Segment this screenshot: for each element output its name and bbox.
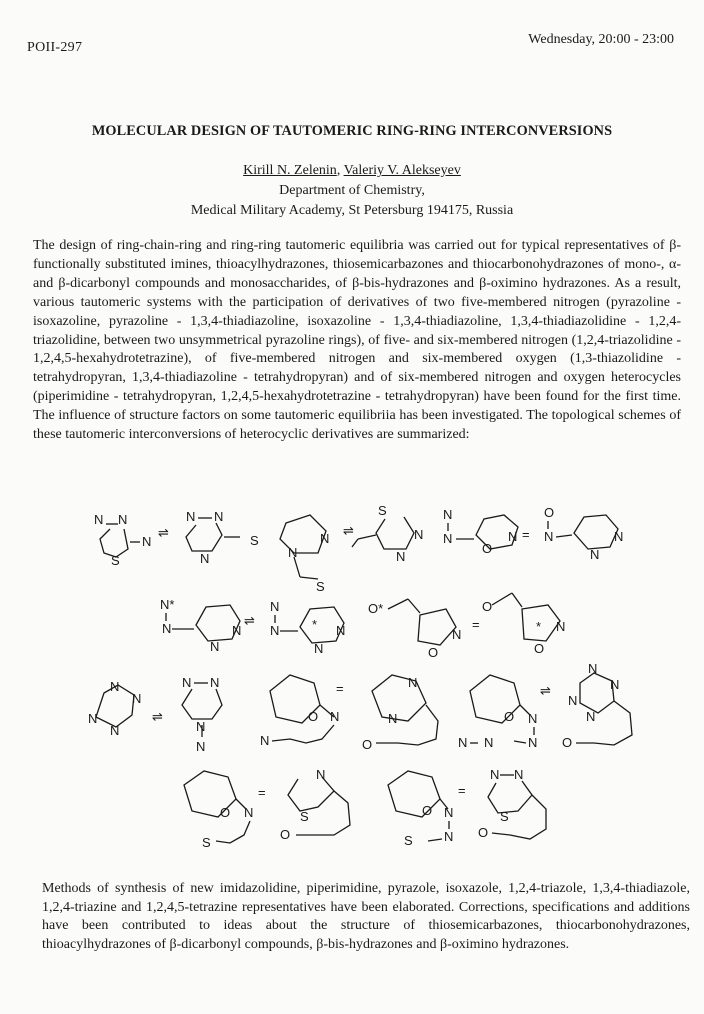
hydroxypropyl-thiazolidine [280, 767, 350, 842]
equilibrium-arrow: ⇌ [244, 613, 255, 628]
atom-label: N [260, 733, 270, 748]
hydroxypropyl-piperimidine [362, 675, 438, 752]
atom-label: N [414, 527, 424, 542]
session-time: Wednesday, 20:00 - 23:00 [528, 32, 674, 47]
author-name: Kirill N. Zelenin [243, 163, 337, 178]
atom-label: N [568, 693, 578, 708]
equals-sign: = [258, 785, 266, 800]
atom-label: O [562, 735, 573, 750]
atom-label: N [610, 677, 620, 692]
atom-label: N [336, 623, 346, 638]
atom-label: N [408, 675, 418, 690]
atom-label: N [288, 545, 298, 560]
atom-label: N [196, 719, 206, 734]
atom-label: O [478, 825, 489, 840]
atom-label: N [210, 675, 220, 690]
atom-label: O [482, 541, 493, 556]
atom-label: S [500, 809, 509, 824]
atom-label: N [200, 551, 210, 566]
equals-sign: = [336, 681, 344, 696]
author-block [0, 161, 704, 221]
atom-label: N [396, 549, 406, 564]
atom-label: N [316, 767, 326, 782]
methods-paragraph: Methods of synthesis of new imidazolidine, piperimidine, pyrazole, isoxazole, 1,2,4-triazole, 1,3,4-thiadiazole, 1,2,4-triazine and 1,2,4,5-tetrazine representatives have been elaborated. Corrections, specifications and additions have been contributed to ideas about the structure of thiosemicarbazones, thiocarbonohydrazones, thioacylhydrazones of β-dicarbonyl compounds, β-bis-hydrazones and β-oximino hydrazones. [42, 881, 690, 952]
atom-label: O [534, 641, 545, 656]
atom-label: N [244, 805, 254, 820]
equilibrium-arrow: ⇌ [158, 525, 169, 540]
equals-sign: = [522, 527, 530, 542]
hydrazino-pyrazoline [160, 597, 241, 654]
atom-label: N [94, 512, 104, 527]
thiohydrazino-tetrahydropyran [388, 771, 453, 848]
atom-label: N [458, 735, 468, 750]
thiadiazolidine-ring [352, 503, 423, 564]
aminopropyl-tetrahydropyran [260, 675, 339, 748]
atom-label: N [110, 723, 120, 738]
atom-label: N [162, 621, 172, 636]
atom-label: S [202, 835, 211, 850]
atom-label: S [250, 533, 259, 548]
atom-label: N [182, 675, 192, 690]
atom-label: N [186, 509, 196, 524]
hydroxypropyl-thiadiazolidine [478, 767, 546, 840]
author-separator: , [336, 163, 344, 178]
hydroxyethyl-isoxazoline-2 [482, 593, 565, 656]
atom-label: O [280, 827, 291, 842]
atom-label: N [210, 639, 220, 654]
atom-label: N [544, 529, 554, 544]
atom-label: O [362, 737, 373, 752]
atom-label: O [422, 803, 433, 818]
affiliation: Medical Military Academy, St Petersburg 194175, Russia [190, 203, 514, 218]
atom-label: N [528, 735, 538, 750]
author-name: Valeriy V. Alekseyev [343, 163, 461, 178]
atom-label: S [378, 503, 387, 518]
hydroxypropyl-hexahydrotetrazine [562, 661, 632, 750]
poster-code: POII-297 [27, 40, 83, 55]
atom-label: O [308, 709, 319, 724]
atom-label: N [132, 691, 142, 706]
atom-label: O [428, 645, 439, 660]
star-mark: * [312, 617, 318, 632]
hydroxyethyl-isoxazoline [368, 599, 461, 660]
atom-label: N [88, 711, 98, 726]
atom-label: N [443, 531, 453, 546]
amino-triazolidine [182, 675, 222, 754]
atom-label: N [444, 829, 454, 844]
tautomer-scheme [0, 495, 704, 875]
equals-sign: = [472, 617, 480, 632]
triazoline-ring [186, 509, 259, 566]
atom-label: O [482, 599, 493, 614]
atom-label: N [118, 512, 128, 527]
thiadiazoline-ring [94, 512, 151, 568]
atom-label: N [214, 509, 224, 524]
hexahydrotetrazine-ring [88, 679, 141, 738]
equilibrium-arrow: ⇌ [540, 683, 551, 698]
abstract-paragraph: The design of ring-chain-ring and ring-ring tautomeric equilibria was carried out for typical representatives of β-functionally substituted imines, thioacylhydrazones, thiosemicarbazones and thiocarbonohydrazones of mono-, α- and β-dicarbonyl compounds and monosaccharides, of β-bis-hydrazones and β-oximino hydrazones. As a result, various tautomeric systems with the participation of derivatives of two five-membered nitrogen (pyrazoline - isoxazoline, pyrazoline - 1,3,4-thiadiazoline, isoxazoline - 1,3,4-thiadiazoline, 1,3,4-thiadiazolidine - 1,2,4-triazolidine, between two unsymmetrical pyrazoline rings), of five- and six-membered nitrogen (1,2,4-triazolidine - 1,2,4,5-hexahydrotetrazine), of five-membered nitrogen and six-membered oxygen (1,3-thiazolidine - tetrahydropyran, 1,3,4-thiadiazoline - tetrahydropyran) and of six-membered nitrogen and oxygen heterocycles (piperimidine - tetrahydropyran, 1,2,4,5-hexahydrotetrazine - tetrahydropyran) have been found for the first time. The influence of structure factors on some tautomeric equilibriia has been investigated. The topological schemes of these tautomeric interconversions of heterocyclic derivatives are summarized: [33, 238, 681, 443]
atom-label: O [544, 505, 555, 520]
atom-label: N [508, 529, 518, 544]
atom-label: N [270, 599, 280, 614]
atom-label: N [528, 711, 538, 726]
atom-label: N [588, 661, 598, 676]
paper-title: MOLECULAR DESIGN OF TAUTOMERIC RING-RING INTERCONVERSIONS [91, 123, 613, 139]
hydrazono-isoxazolidine [443, 507, 518, 556]
atom-label: N [232, 623, 242, 638]
atom-label: N [270, 623, 280, 638]
atom-label: N [443, 507, 453, 522]
atom-label: N [314, 641, 324, 656]
atom-label: N* [160, 597, 175, 612]
atom-label: N [330, 709, 340, 724]
atom-label: O* [368, 601, 384, 616]
atom-label: N [142, 534, 152, 549]
atom-label: N [586, 709, 596, 724]
atom-label: N [614, 529, 624, 544]
atom-label: N [110, 679, 120, 694]
atom-label: N [452, 627, 462, 642]
atom-label: N [490, 767, 500, 782]
equilibrium-arrow: ⇌ [152, 709, 163, 724]
thioethylamino-tetrahydropyran [184, 771, 253, 850]
equilibrium-arrow: ⇌ [343, 523, 354, 538]
star-mark: * [536, 619, 542, 634]
atom-label: N [444, 805, 454, 820]
atom-label: O [504, 709, 515, 724]
hydrazino-tetrahydropyran [458, 675, 537, 750]
atom-label: S [316, 579, 325, 594]
atom-label: N [590, 547, 600, 562]
atom-label: N [484, 735, 494, 750]
atom-label: O [220, 805, 231, 820]
author-line [0, 161, 704, 181]
atom-label: N [556, 619, 566, 634]
oximino-pyrazolidine [544, 505, 623, 562]
equals-sign: = [458, 783, 466, 798]
department: Department of Chemistry, [279, 183, 425, 198]
atom-label: N [514, 767, 524, 782]
atom-label: S [111, 553, 120, 568]
pyrazolidine-ring [280, 515, 329, 594]
atom-label: N [196, 739, 206, 754]
atom-label: S [404, 833, 413, 848]
atom-label: N [388, 711, 398, 726]
atom-label: N [320, 531, 330, 546]
hydrazino-pyrazoline-2 [270, 599, 345, 656]
atom-label: S [300, 809, 309, 824]
